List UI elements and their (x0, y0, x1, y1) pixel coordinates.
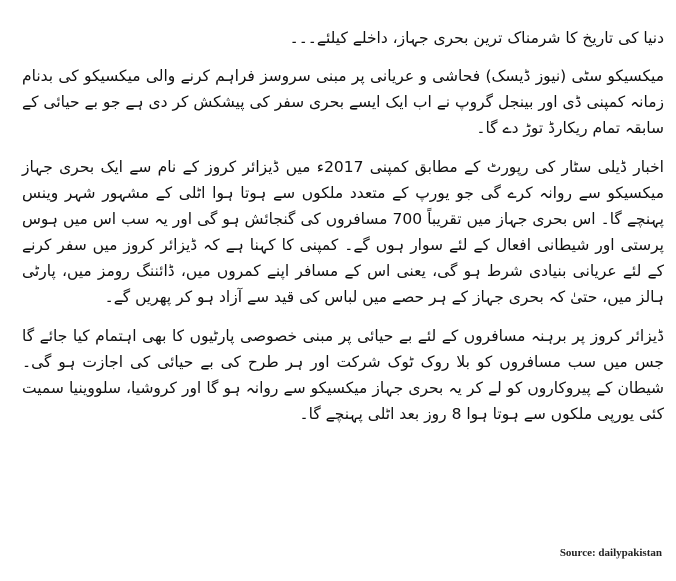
article-paragraph-route: ڈیزائر کروز پر برہنہ مسافروں کے لئے بے حیائی پر مبنی خصوصی پارٹیوں کا بھی اہتمام کیا جائے گا جس میں سب مسافروں کو بلا روک ٹوک شرکت اور ہر طرح کی بے حیائی کی اجازت ہو گی۔ شیطان کے پیروکاروں کو لے کر یہ بحری جہاز میکسیکو سے روانہ ہو گا اور کروشیا، سلووینیا سمیت کئی یورپی ملکوں سے ہوتا ہوا 8 روز بعد اٹلی پہنچے گا۔ (22, 327, 664, 423)
article-paragraph-intro: میکسیکو سٹی (نیوز ڈیسک) فحاشی و عریانی پر مبنی سروسز فراہم کرنے والی میکسیکو کی بدنام زمانہ کمپنی ڈی اور بینجل گروپ نے اب ایک ایسے بحری سفر کی پیشکش کر دی ہے جو بے حیائی کے سابقہ تمام ریکارڈ توڑ دے گا۔ (22, 67, 664, 137)
article-paragraph-details: اخبار ڈیلی سٹار کی رپورٹ کے مطابق کمپنی 2017ء میں ڈیزائر کروز کے نام سے ایک بحری جہاز میکسیکو سے روانہ کرے گی جو یورپ کے متعدد ملکوں سے ہوتا ہوا اٹلی کے مشہور شہر وینس پہنچے گا۔ اس بحری جہاز میں تقریباً 700 مسافروں کی گنجائش ہو گی اور یہ سب اس میں ہوس پرستی اور شیطانی افعال کے لئے سوار ہوں گے۔ کمپنی کا کہنا ہے کہ ڈیزائر کروز میں سفر کرنے کے لئے عریانی بنیادی شرط ہو گی، یعنی اس کے مسافر اپنے کمروں میں، ڈائننگ رومز میں، پارٹی ہالز میں، حتیٰ کہ بحری جہاز کے ہر حصے میں لباس کی قید سے آزاد ہو کر پھریں گے۔ (22, 158, 664, 306)
article-headline: دنیا کی تاریخ کا شرمناک ترین بحری جہاز، داخلے کیلئے۔۔۔ (289, 29, 664, 47)
article-source: Source: dailypakistan (559, 547, 662, 559)
